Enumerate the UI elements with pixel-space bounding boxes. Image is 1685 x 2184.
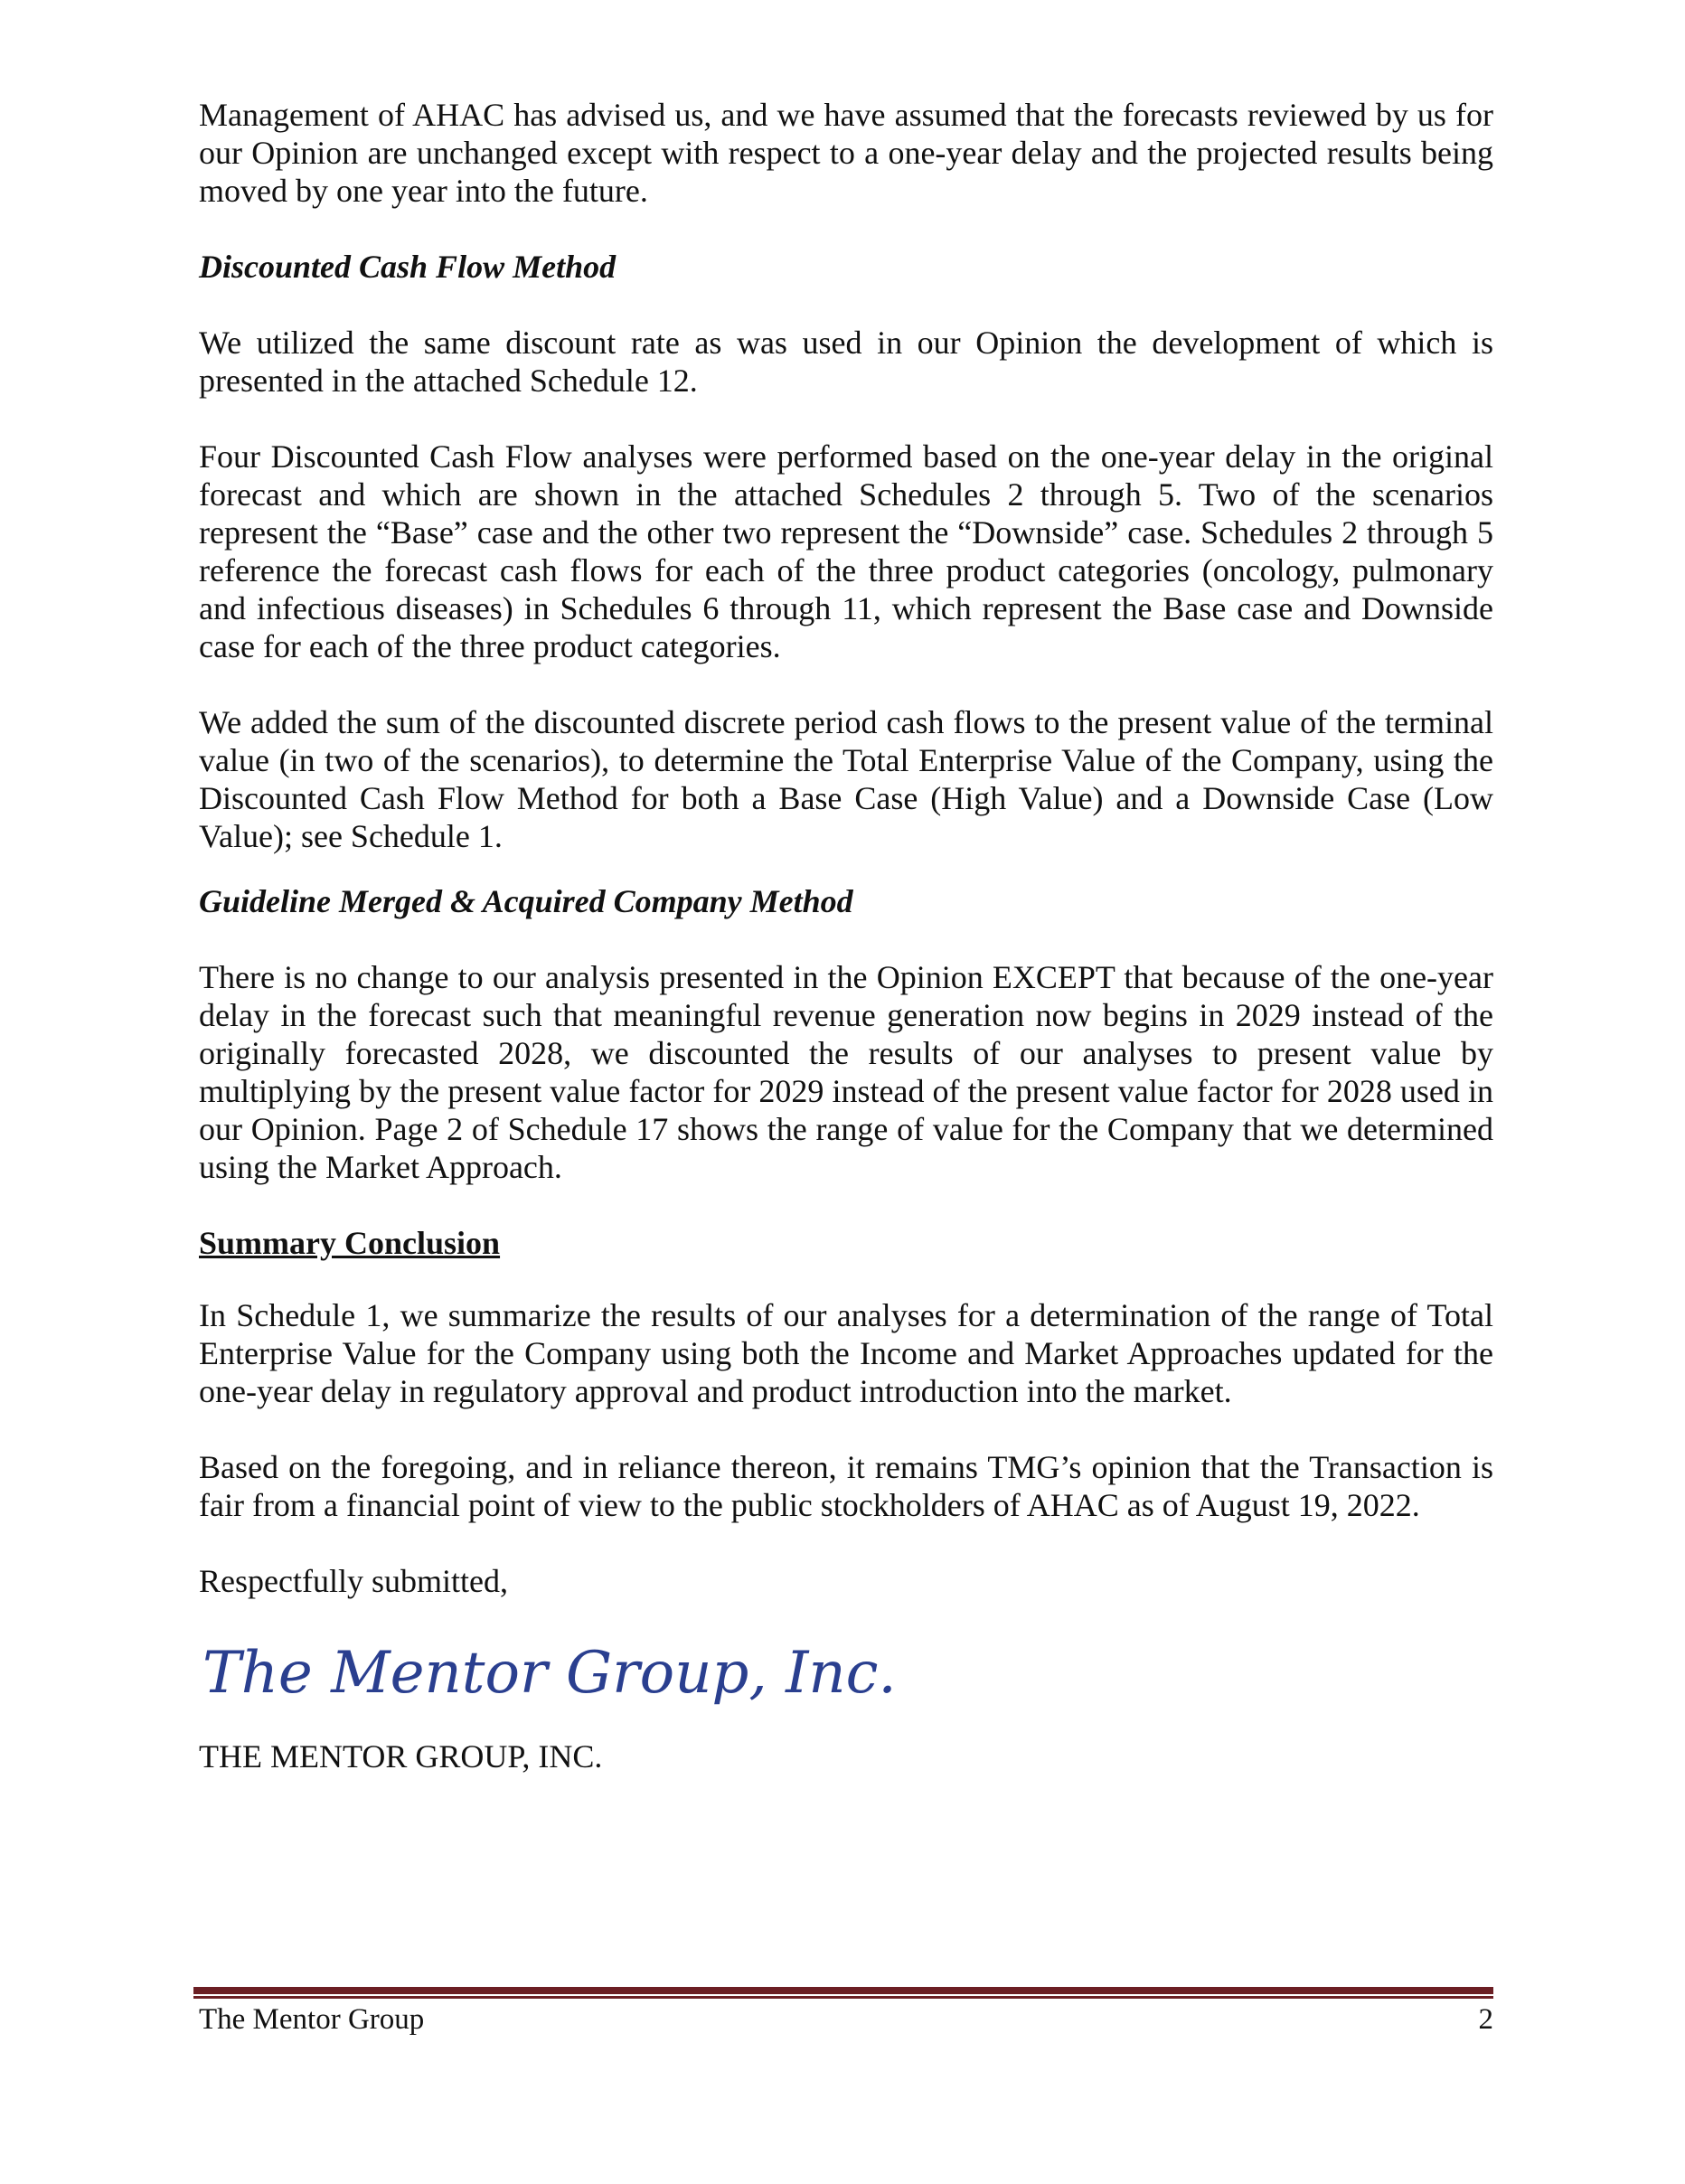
firm-name: THE MENTOR GROUP, INC. (199, 1738, 603, 1774)
signature-script: The Mentor Group, Inc. (202, 1640, 897, 1707)
signature (199, 1627, 1493, 1718)
footer-company: The Mentor Group (199, 2003, 425, 2036)
footer-divider-thick (193, 1987, 1493, 1994)
dcf-paragraph: Four Discounted Cash Flow analyses were performed based on the one-year delay in the original forecast and which are shown in the attached Schedules 2 through 5. Two of the scenarios represent the “Base” case and the other two represent the “Downside” case. Schedules 2 through 5 reference the forecast cash flows for each of the three product categories (oncology, pulmonary and infectious diseases) in Schedules 6 through 11, which represent the Base case and Downside case for each of the three product categories. (199, 438, 1493, 664)
footer-divider-thin (193, 1996, 1493, 1999)
dcf-heading: Discounted Cash Flow Method (199, 249, 617, 285)
intro-paragraph: Management of AHAC has advised us, and we have assumed that the forecasts reviewed by us for our Opinion are unchanged except with respect to a one-year delay and the projected results being moved by one year into the future. (199, 97, 1493, 209)
gmac-paragraph: There is no change to our analysis presented in the Opinion EXCEPT that because of the one-year delay in the forecast such that meaningful revenue generation now begins in 2029 instead of the originally forecasted 2028, we discounted the results of our analyses to present value by multiplying by the present value factor for 2029 instead of the present value factor for 2028 used in our Opinion. Page 2 of Schedule 17 shows the range of value for the Company that we determined using the Market Approach. (199, 959, 1493, 1185)
summary-paragraph: Based on the foregoing, and in reliance thereon, it remains TMG’s opinion that the Transaction is fair from a financial point of view to the public stockholders of AHAC as of August 19, 2022. (199, 1449, 1493, 1523)
dcf-paragraph: We added the sum of the discounted discrete period cash flows to the present value of the terminal value (in two of the scenarios), to determine the Total Enterprise Value of the Company, using the Discounted Cash Flow Method for both a Base Case (High Value) and a Downside Case (Low Value); see Schedule 1. (199, 704, 1493, 854)
letter-body (199, 96, 1493, 1775)
summary-paragraph: In Schedule 1, we summarize the results of our analyses for a determination of the range of Total Enterprise Value for the Company using both the Income and Market Approaches updated for the one-year delay in regulatory approval and product introduction into the market. (199, 1297, 1493, 1409)
signature-image (199, 1627, 897, 1718)
dcf-paragraph: We utilized the same discount rate as was used in our Opinion the development of which is presented in the attached Schedule 12. (199, 325, 1493, 399)
summary-heading: Summary Conclusion (199, 1225, 501, 1261)
footer-divider (193, 1987, 1493, 2000)
page-number: 2 (1478, 2003, 1493, 2036)
closing-salutation: Respectfully submitted, (199, 1563, 508, 1599)
gmac-heading: Guideline Merged & Acquired Company Method (199, 883, 853, 919)
